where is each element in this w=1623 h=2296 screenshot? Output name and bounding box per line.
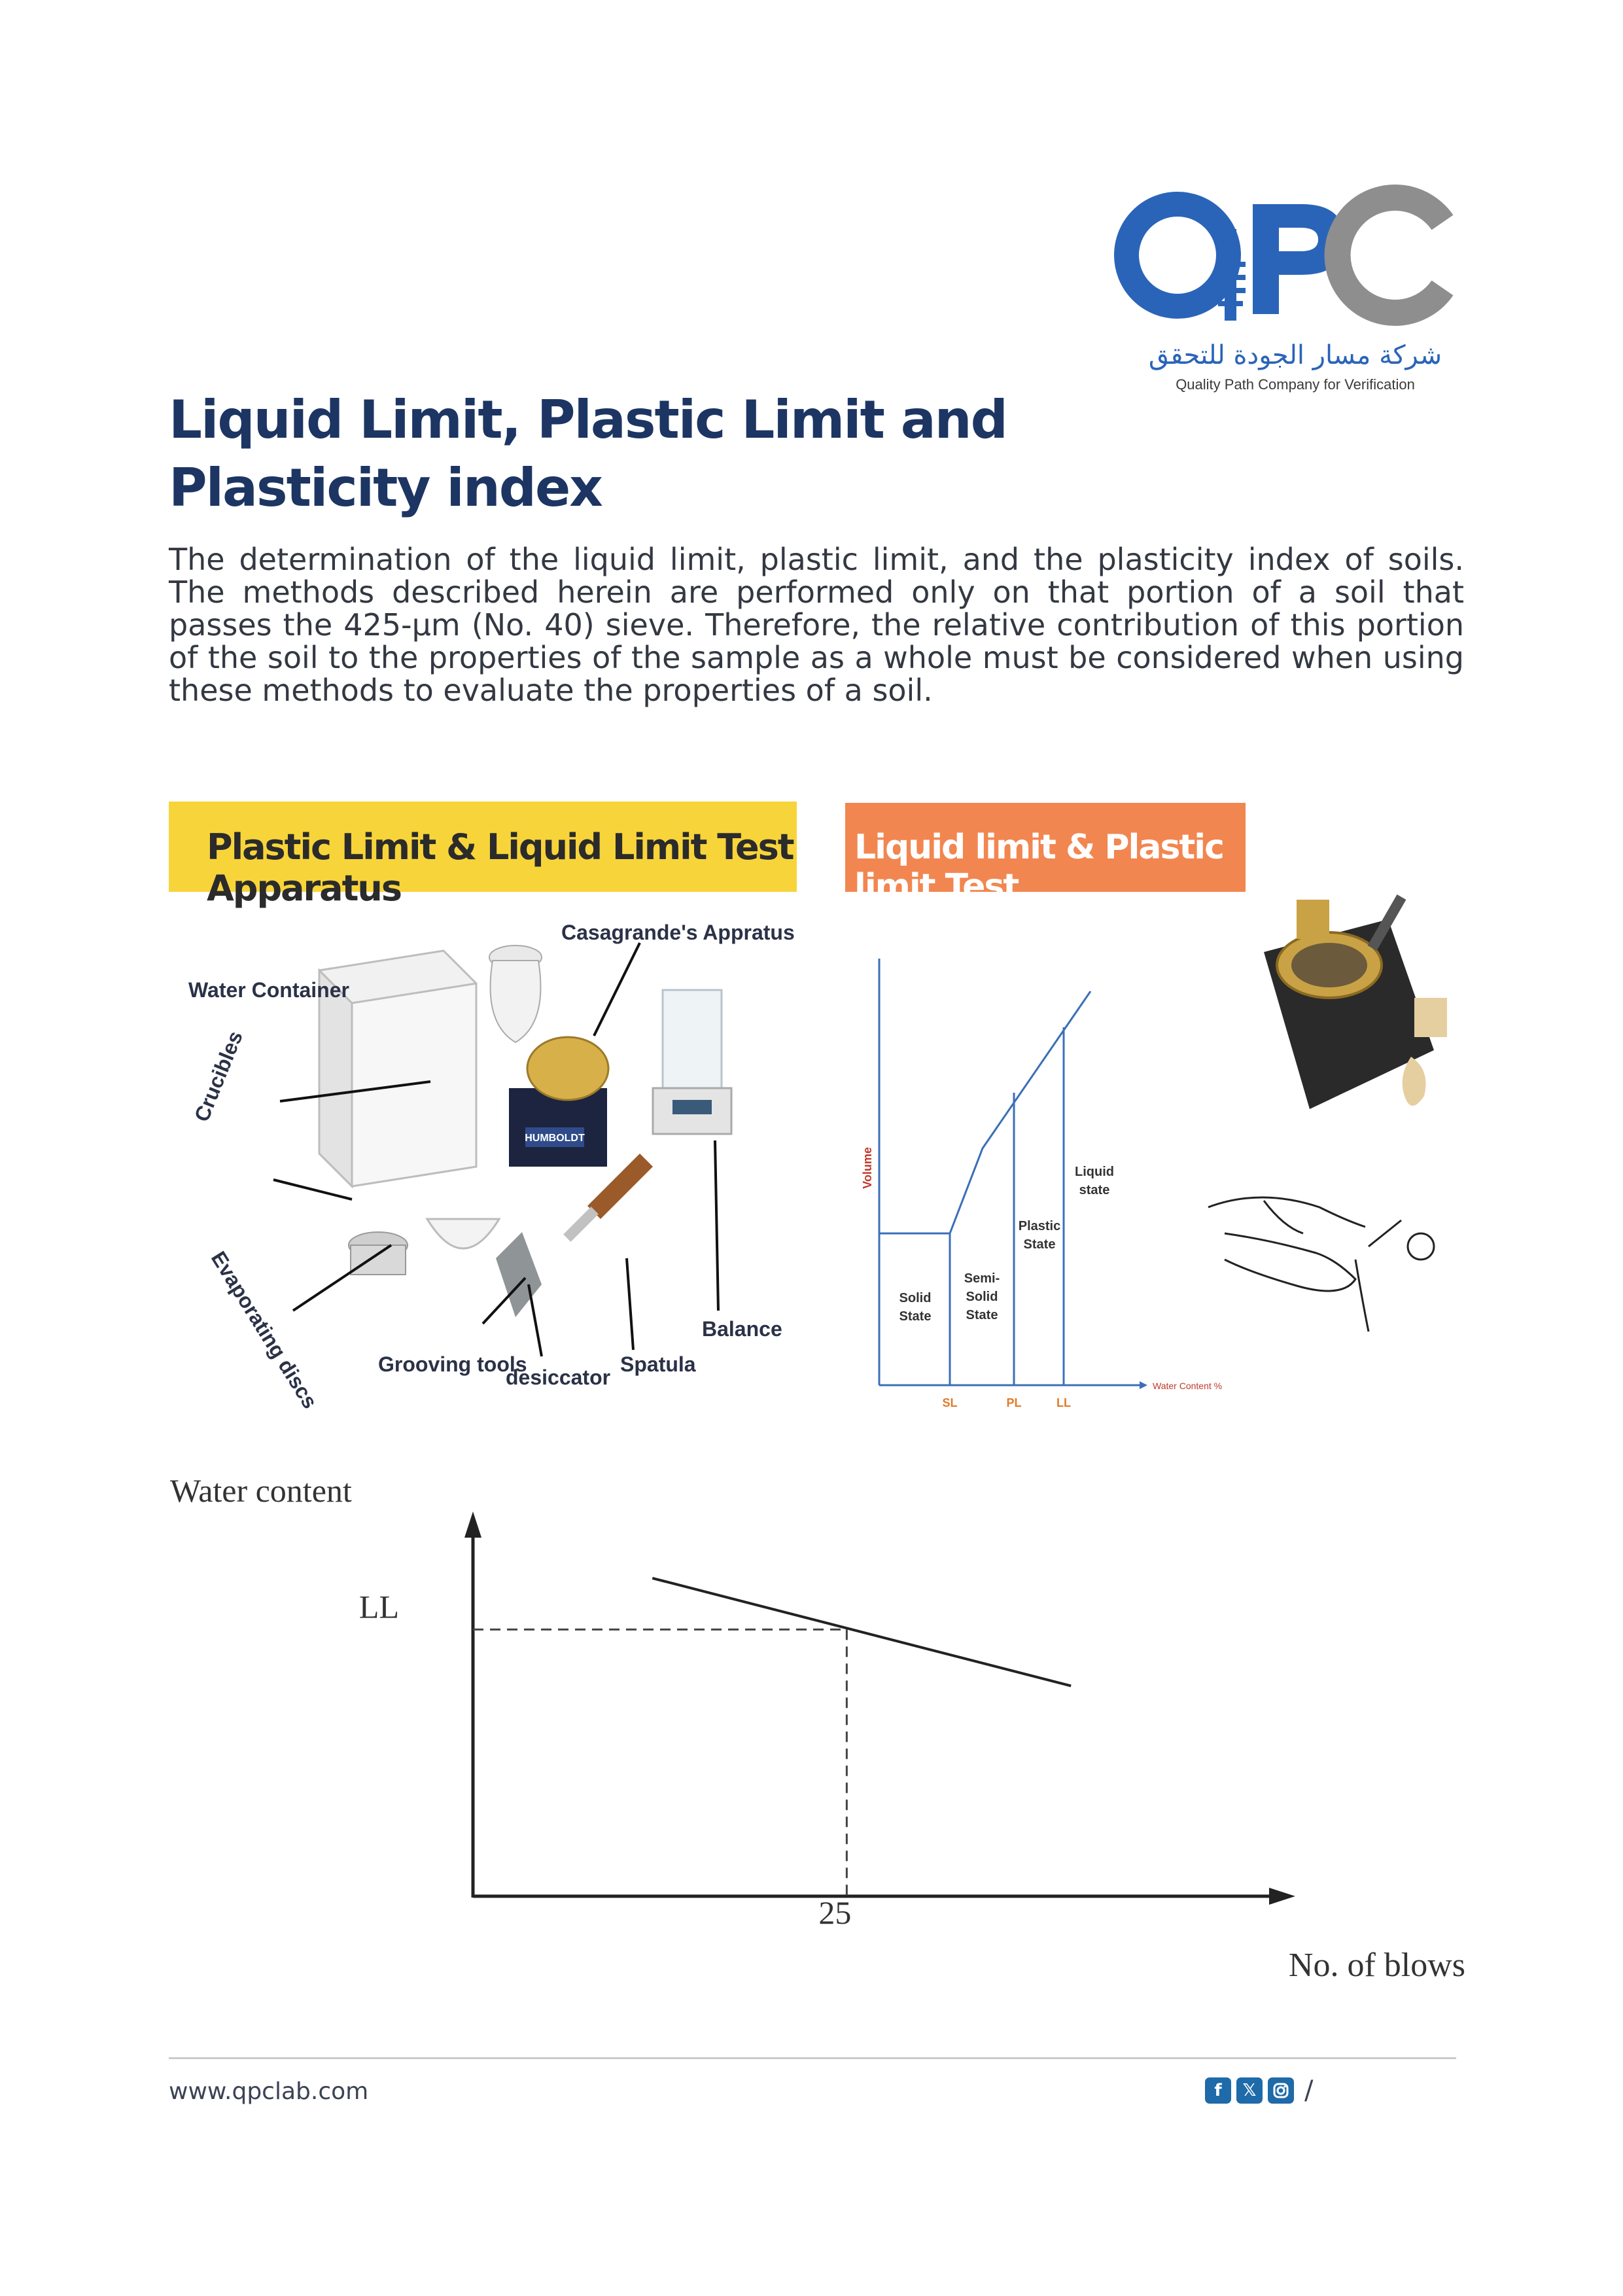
- state-plastic: Plastic State: [1018, 1219, 1061, 1252]
- consistency-banner-text: Liquid limit & Plastic limit Test: [854, 828, 1223, 906]
- tick-sl: SL: [942, 1396, 958, 1409]
- label-grooving-tools: Grooving tools: [378, 1352, 527, 1376]
- apparatus-figure: [169, 802, 797, 1417]
- title-line-1: Liquid Limit, Plastic Limit and: [169, 389, 1007, 450]
- casagrande-cup-photo: [1264, 894, 1447, 1109]
- label-evaporating-discs: Evaporating discs: [206, 1247, 323, 1413]
- state-semi-solid: Semi-Solid State: [964, 1271, 1000, 1322]
- apparatus-banner: [169, 802, 797, 909]
- chart-x-arrow: [1269, 1888, 1295, 1905]
- logo-arabic-text: شركة مسار الجودة للتحقق: [1148, 340, 1442, 370]
- state-liquid: Liquid state: [1075, 1165, 1114, 1197]
- hand-rolling-illustration: [1208, 1197, 1434, 1332]
- chart-x-label: No. of blows: [1288, 1947, 1465, 1984]
- apparatus-banner-text: Plastic Limit & Liquid Limit Test Apparatus: [207, 826, 794, 909]
- x-axis-label: Water Content %: [1153, 1381, 1223, 1391]
- flow-curve-line: [652, 1578, 1071, 1686]
- label-balance: Balance: [702, 1317, 782, 1341]
- label-casagrande: Casagrande's Appratus: [561, 921, 795, 944]
- facebook-icon[interactable]: f: [1205, 2077, 1231, 2104]
- tick-pl: PL: [1006, 1396, 1022, 1409]
- humboldt-brand: HUMBOLDT: [525, 1133, 585, 1144]
- flow-curve-chart: [157, 1466, 1478, 1989]
- label-spatula: Spatula: [620, 1352, 696, 1376]
- intro-paragraph: The determination of the liquid limit, plastic limit, and the plasticity index of soils. The methods described herein are performed only on that portion of a soil that passes the 425-µm (No. 40) sieve. Therefore, the relative contribution of this portion of the soil to the properties of the sample as a whole must be considered when using these methods to evaluate the properties of a soil.: [169, 542, 1464, 708]
- tick-ll: LL: [1056, 1396, 1071, 1409]
- title-line-2: Plasticity index: [169, 457, 602, 518]
- footer-divider: [169, 2057, 1456, 2059]
- social-links: [1205, 2074, 1313, 2107]
- footer-slash: /: [1304, 2075, 1314, 2106]
- footer-website-link[interactable]: www.qpclab.com: [169, 2078, 369, 2105]
- chart-ll-label: LL: [358, 1588, 399, 1625]
- label-crucibles: Crucibles: [189, 1027, 247, 1125]
- label-desiccator: desiccator: [506, 1366, 611, 1389]
- chart-y-arrow: [464, 1511, 481, 1538]
- consistency-figure: [845, 802, 1463, 1417]
- logo-english-text: Quality Path Company for Verification: [1176, 376, 1415, 393]
- y-axis-label: Volume: [861, 1147, 874, 1189]
- page-title: [169, 386, 1085, 522]
- chart-25-label: 25: [818, 1894, 852, 1931]
- company-logo: [1112, 183, 1465, 406]
- state-solid: Solid State: [899, 1291, 932, 1324]
- instagram-icon[interactable]: [1268, 2077, 1294, 2104]
- chart-y-label: Water content: [170, 1472, 352, 1509]
- label-water-container: Water Container: [188, 978, 349, 1002]
- x-icon[interactable]: 𝕏: [1236, 2077, 1263, 2104]
